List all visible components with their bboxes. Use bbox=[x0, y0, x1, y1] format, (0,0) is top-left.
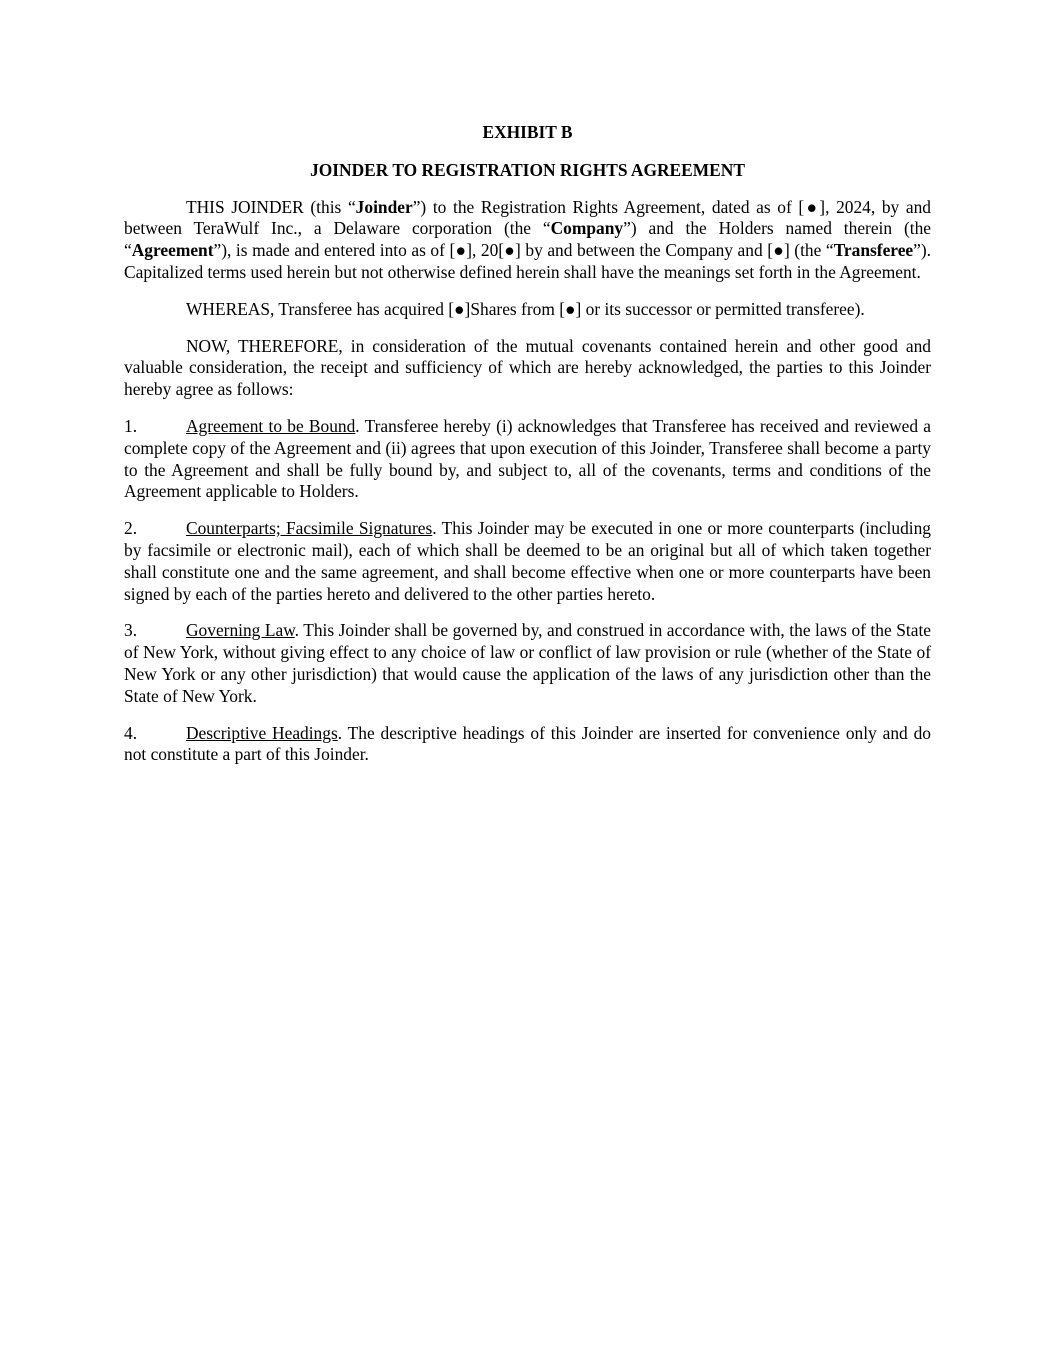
defined-term-company: Company bbox=[550, 218, 624, 239]
section-4 bbox=[124, 723, 931, 767]
section-3-heading: Governing Law bbox=[186, 620, 295, 641]
section-4-number: 4. bbox=[124, 722, 138, 743]
whereas-paragraph: WHEREAS, Transferee has acquired [●]Shares from [●] or its successor or permitted transferee). bbox=[186, 298, 865, 319]
exhibit-label: EXHIBIT B bbox=[482, 122, 573, 142]
section-1-heading: Agreement to be Bound bbox=[186, 415, 356, 436]
section-1 bbox=[124, 416, 931, 503]
intro-text-5: ”). Capitalized terms used herein but not otherwise defined herein shall have the meanings set forth in the Agreement. bbox=[124, 240, 931, 282]
section-3 bbox=[124, 620, 931, 707]
defined-term-joinder: Joinder bbox=[355, 196, 413, 217]
intro-text-4: ”), is made and entered into as of [●], 20[●] by and between the Company and [●] (the “ bbox=[213, 240, 834, 261]
section-1-text: . Transferee hereby (i) acknowledges that Transferee has received and reviewed a complete copy of the Agreement and (ii) agrees that upon execution of this Joinder, Transferee shall become a party to the Agreement and shall be fully bound by, and subject to, all of the covenants, terms and conditions of the Agreement applicable to Holders. bbox=[124, 415, 932, 502]
section-1-number: 1. bbox=[124, 415, 138, 436]
section-4-text: . The descriptive headings of this Joinder are inserted for convenience only and do not constitute a part of this Joinder. bbox=[124, 722, 931, 765]
defined-term-transferee: Transferee bbox=[833, 240, 914, 261]
document-page bbox=[124, 122, 931, 781]
section-2-heading: Counterparts; Facsimile Signatures bbox=[186, 518, 433, 539]
intro-paragraph bbox=[124, 197, 931, 284]
section-3-number: 3. bbox=[124, 620, 138, 641]
defined-term-agreement: Agreement bbox=[131, 240, 214, 261]
intro-text-1: THIS JOINDER (this “ bbox=[186, 196, 356, 217]
section-4-heading: Descriptive Headings bbox=[186, 722, 338, 743]
intro-text-3: ”) and the Holders named therein (the “ bbox=[124, 218, 931, 261]
section-2 bbox=[124, 518, 931, 605]
section-2-number: 2. bbox=[124, 518, 138, 539]
document-title: JOINDER TO REGISTRATION RIGHTS AGREEMENT bbox=[310, 159, 745, 180]
intro-text-2: ”) to the Registration Rights Agreement, dated as of [●], 2024, by and between TeraWulf Inc., a Delaware corporation (the “ bbox=[124, 196, 931, 239]
section-2-text: . This Joinder may be executed in one or more counterparts (including by facsimile or electronic mail), each of which shall be deemed to be an original but all of which taken together shall constitute one and the same agreement, and shall become effective when one or more counterparts have been signed by each of the parties hereto and delivered to the other parties hereto. bbox=[124, 518, 931, 604]
section-3-text: . This Joinder shall be governed by, and construed in accordance with, the laws of the State of New York, without giving effect to any choice of law or conflict of law provision or rule (whether of the State of New York or any other jurisdiction) that would cause the application of the laws of any jurisdiction other than the State of New York. bbox=[124, 620, 931, 706]
now-therefore-paragraph: NOW, THEREFORE, in consideration of the mutual covenants contained herein and other good and valuable consideration, the receipt and sufficiency of which are hereby acknowledged, the parties to this Joinder hereby agree as follows: bbox=[124, 335, 931, 400]
